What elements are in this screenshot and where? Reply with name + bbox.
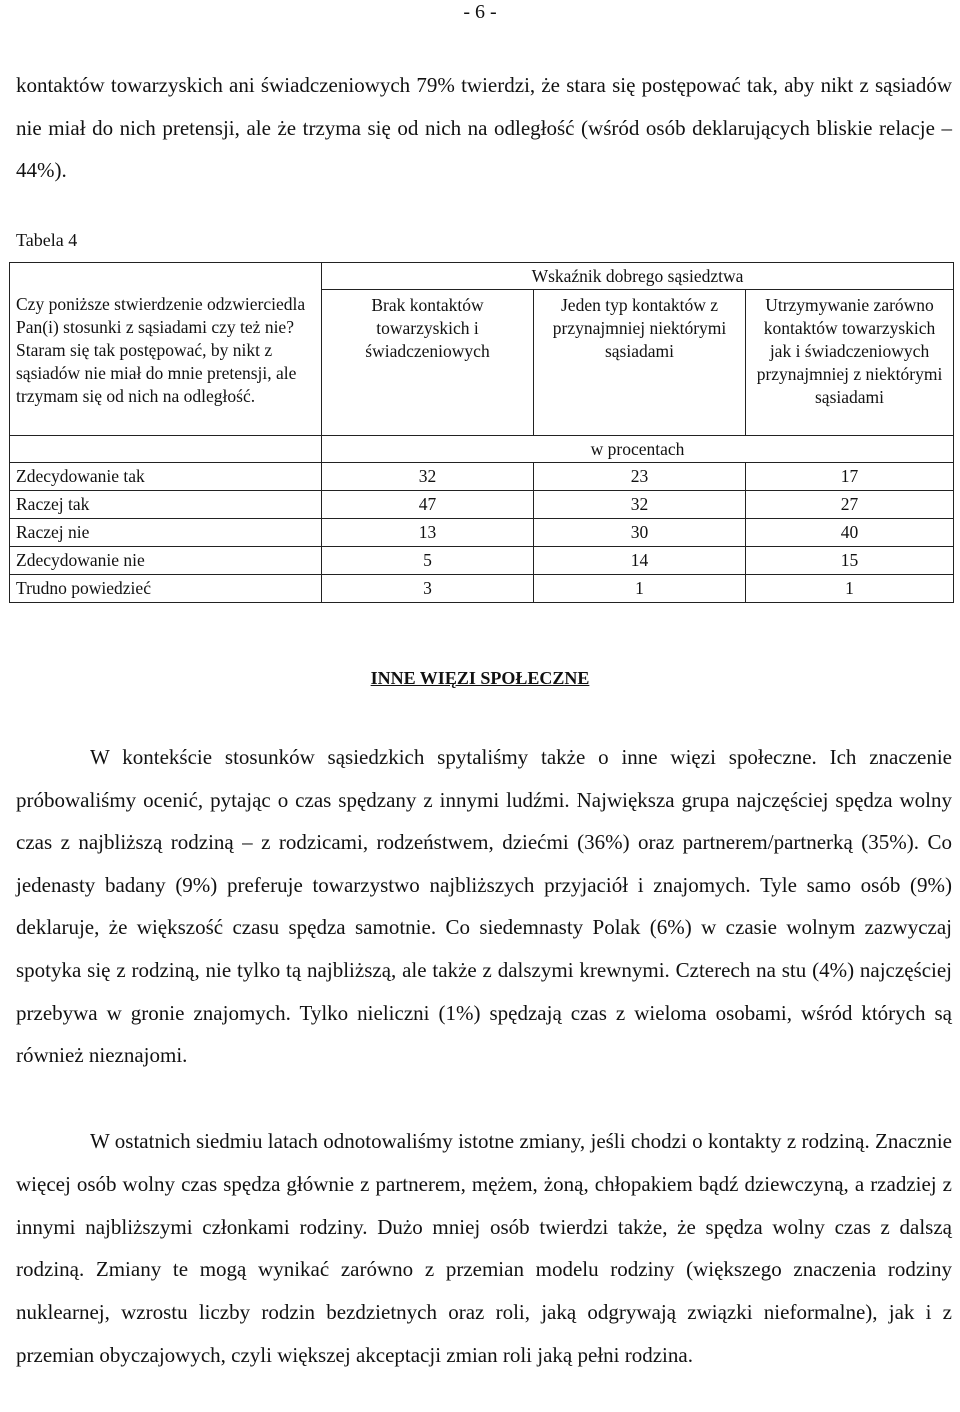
cell-value: 30 [534, 519, 746, 547]
intro-paragraph: kontaktów towarzyskich ani świadczeniowych 79% twierdzi, że stara się postępować tak, aby nikt z sąsiadów nie miał do nich pretensji, ale że trzyma się od nich na odległość (wśród osób deklarujących bliskie relacje – 44%). [16, 73, 952, 182]
table-container [9, 262, 953, 603]
cell-value: 27 [746, 491, 954, 519]
cell-value: 15 [746, 547, 954, 575]
cell-value: 23 [534, 463, 746, 491]
section-title: INNE WIĘZI SPOŁECZNE [370, 668, 590, 688]
row-label: Zdecydowanie tak [10, 463, 322, 491]
column-header-3: Utrzymywanie zarówno kontaktów towarzyskich jak i świadczeniowych przynajmniej z niektórymi sąsiadami [746, 290, 954, 436]
table-row [10, 547, 954, 575]
cell-value: 1 [534, 575, 746, 603]
row-label: Trudno powiedzieć [10, 575, 322, 603]
cell-value: 32 [322, 463, 534, 491]
column-header-1: Brak kontaktów towarzyskich i świadczeniowych [322, 290, 534, 436]
cell-value: 17 [746, 463, 954, 491]
row-label: Raczej tak [10, 491, 322, 519]
cell-value: 13 [322, 519, 534, 547]
cell-value: 14 [534, 547, 746, 575]
cell-value: 40 [746, 519, 954, 547]
table-row [10, 575, 954, 603]
body-paragraph-2-text: W ostatnich siedmiu latach odnotowaliśmy istotne zmiany, jeśli chodzi o kontakty z rodziną. Znacznie więcej osób wolny czas spędza głównie z partnerem, mężem, żoną, chłopakiem bądź dziewczyną, a rzadziej z innymi najbliższymi członkami rodziny. Dużo mniej osób twierdzi także, że spędza wolny czas z dalszą rodziną. Zmiany te mogą wynikać zarówno z przemian modelu rodziny (większego znaczenia rodziny nuklearnej, wzrostu liczby rodzin bezdzietnych oraz roli, jaką odgrywają związki nieformalne), jak i z przemian obyczajowych, czyli większej akceptacji zmian roli jaką pełni rodzina. [16, 1129, 952, 1367]
data-table [9, 262, 954, 603]
body-paragraph-1 [16, 736, 952, 1077]
page-number: - 6 - [463, 1, 497, 23]
body-paragraph-1-text: W kontekście stosunków sąsiedzkich spytaliśmy także o inne więzi społeczne. Ich znaczenie próbowaliśmy ocenić, pytając o czas spędzany z innymi ludźmi. Największa grupa najczęściej spędza wolny czas z najbliższą rodziną – z rodzicami, rodzeństwem, dziećmi (36%) oraz partnerem/partnerką (35%). Co jedenasty badany (9%) preferuje towarzystwo najbliższych przyjaciół i znajomych. Tyle samo osób (9%) deklaruje, że większość czasu spędza samotnie. Co siedemnasty Polak (6%) w czasie wolnym zazwyczaj spotyka się z rodziną, nie tylko tą najbliższą, ale także z dalszymi krewnymi. Czterech na stu (4%) najczęściej przebywa w gronie znajomych. Tylko nieliczni (1%) spędzają czas z wieloma osobami, wśród których są również nieznajomi. [16, 745, 952, 1068]
table-label: Tabela 4 [16, 230, 78, 250]
cell-value: 47 [322, 491, 534, 519]
unit-row: w procentach [322, 436, 954, 463]
row-label: Zdecydowanie nie [10, 547, 322, 575]
group-header: Wskaźnik dobrego sąsiedztwa [322, 263, 954, 290]
row-label: Raczej nie [10, 519, 322, 547]
cell-value: 1 [746, 575, 954, 603]
table-row [10, 463, 954, 491]
cell-value: 3 [322, 575, 534, 603]
table-row [10, 519, 954, 547]
column-header-2: Jeden typ kontaktów z przynajmniej niektórymi sąsiadami [534, 290, 746, 436]
table-question-header: Czy poniższe stwierdzenie odzwierciedla Pan(i) stosunki z sąsiadami czy też nie? Staram się tak postępować, by nikt z sąsiadów nie miał do mnie pretensji, ale trzymam się od nich na odległość. [10, 263, 322, 436]
cell-value: 32 [534, 491, 746, 519]
cell-value: 5 [322, 547, 534, 575]
body-paragraph-2 [16, 1120, 952, 1377]
table-row [10, 491, 954, 519]
